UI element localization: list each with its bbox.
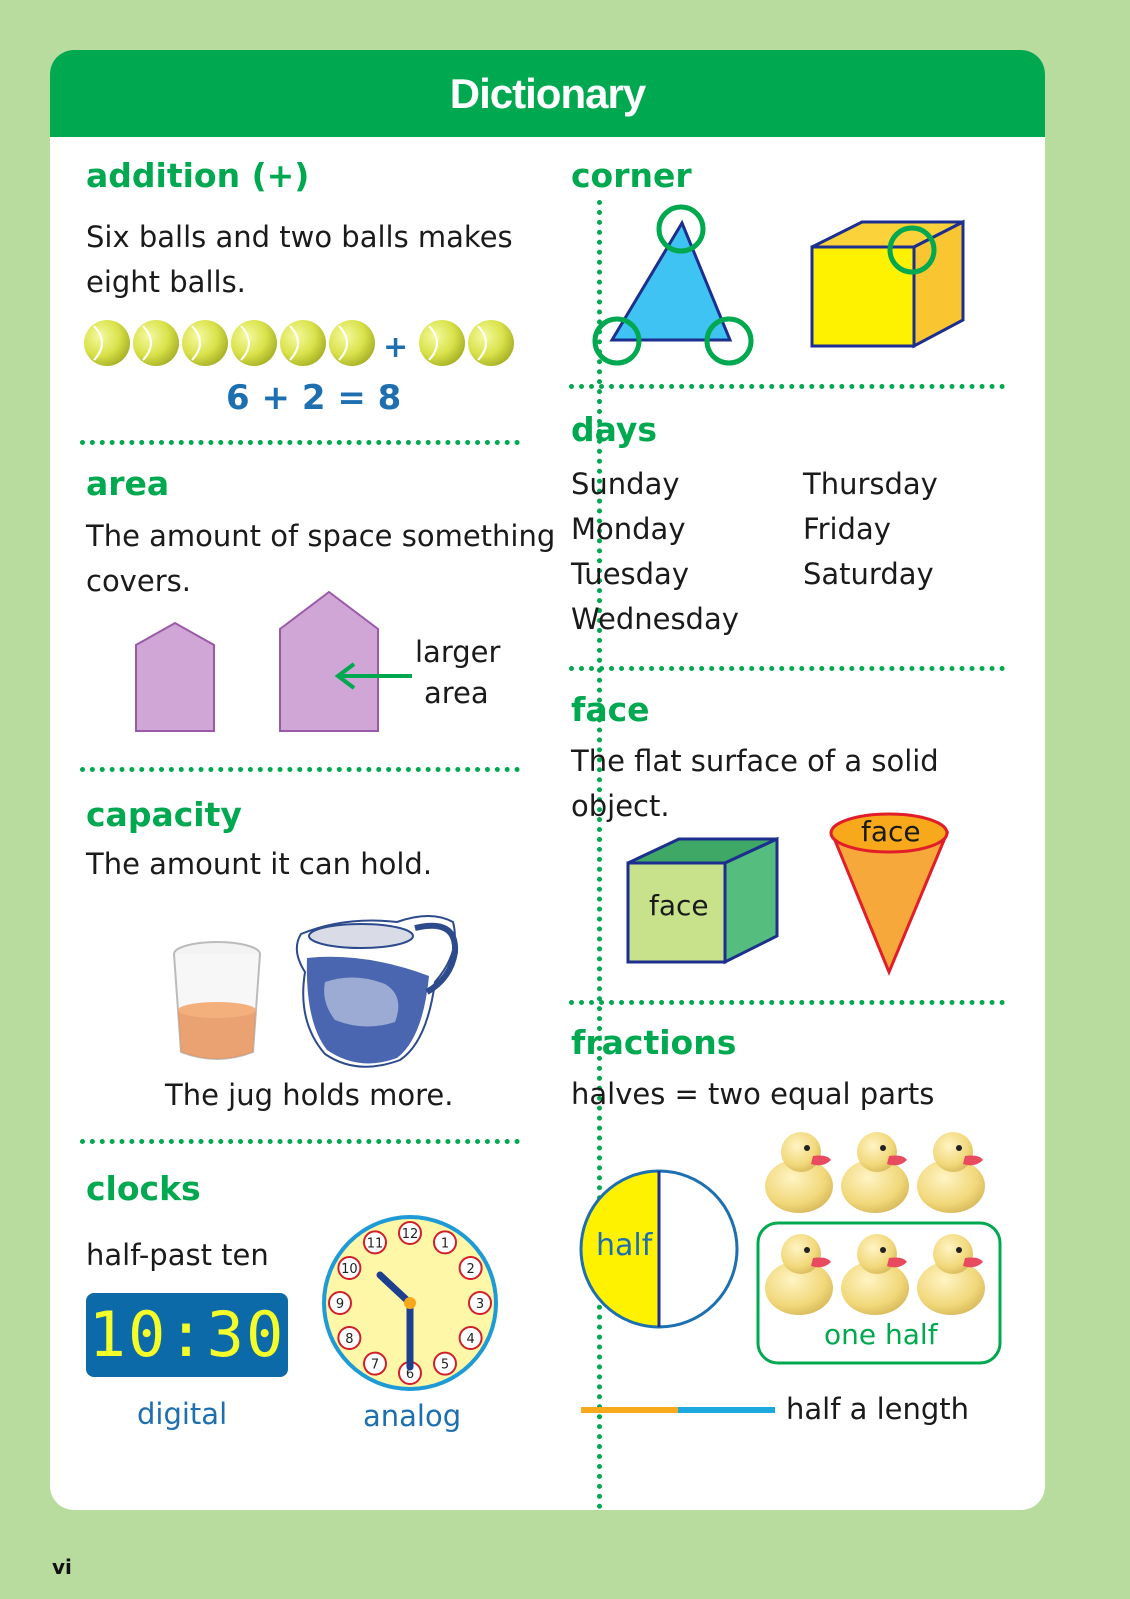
day-wednesday: Wednesday [571, 602, 739, 636]
section-divider [80, 767, 520, 772]
addition-definition-line1: Six balls and two balls makes [86, 220, 513, 254]
tennis-balls-illustration [80, 316, 520, 372]
clock-number-10 [338, 1257, 360, 1279]
half-circle-label: half [596, 1228, 653, 1263]
svg-text:2: 2 [466, 1262, 475, 1277]
section-divider [569, 1000, 1005, 1005]
small-house-shape [136, 623, 214, 731]
term-area: area [86, 464, 170, 503]
ball-group-six [84, 320, 375, 366]
svg-text:3: 3 [475, 1297, 485, 1312]
area-label-line1: larger [415, 635, 501, 669]
svg-text:10: 10 [341, 1262, 358, 1277]
day-tuesday: Tuesday [571, 557, 689, 591]
one-half-label: one half [824, 1318, 938, 1351]
large-house-shape [280, 592, 378, 731]
rubber-duck-icon [841, 1234, 909, 1315]
term-clocks: clocks [86, 1169, 201, 1208]
page-number: vi [52, 1555, 72, 1579]
term-capacity: capacity [86, 795, 242, 834]
clock-number-8 [338, 1327, 360, 1349]
clock-number-5 [434, 1353, 456, 1375]
rubber-duck-icon [765, 1132, 833, 1213]
half-length-label: half a length [786, 1392, 970, 1426]
cone-face-label: face [861, 815, 921, 848]
duck-row-bottom [765, 1234, 985, 1315]
digital-label: digital [137, 1397, 228, 1431]
capacity-illustration [165, 892, 465, 1072]
day-saturday: Saturday [803, 557, 934, 591]
clock-number-7 [364, 1353, 386, 1375]
clocks-time-text: half-past ten [86, 1238, 269, 1272]
svg-text:4: 4 [466, 1332, 475, 1347]
area-label-line2: area [424, 676, 489, 710]
section-divider [569, 666, 1005, 671]
svg-text:1: 1 [440, 1236, 450, 1252]
capacity-caption: The jug holds more. [165, 1078, 454, 1112]
clock-number-12 [399, 1222, 421, 1244]
rubber-duck-icon [841, 1132, 909, 1213]
addition-plus-sign: + [383, 330, 409, 365]
day-sunday: Sunday [571, 467, 680, 501]
tennis-ball-icon [468, 320, 514, 366]
svg-text:11: 11 [366, 1236, 384, 1252]
corner-illustration [572, 200, 992, 375]
clock-number-3 [469, 1292, 491, 1314]
tennis-ball-icon [84, 320, 130, 366]
clock-number-9 [329, 1292, 351, 1314]
tennis-ball-icon [182, 320, 228, 366]
term-addition: addition (+) [86, 156, 310, 195]
svg-text:8: 8 [345, 1332, 354, 1347]
term-fractions: fractions [571, 1023, 737, 1062]
area-definition-line1: The amount of space something [86, 519, 556, 553]
day-friday: Friday [803, 512, 891, 546]
half-length-bar [581, 1404, 775, 1416]
analog-label: analog [363, 1399, 462, 1433]
duck-row-top [765, 1132, 985, 1213]
face-definition-line1: The flat surface of a solid [571, 744, 939, 778]
tennis-ball-icon [329, 320, 375, 366]
addition-equation: 6 + 2 = 8 [226, 378, 402, 418]
clock-number-2 [460, 1257, 482, 1279]
rubber-duck-icon [917, 1132, 985, 1213]
clock-number-1 [434, 1231, 456, 1253]
term-face: face [571, 690, 650, 729]
drinking-glass-icon [174, 942, 260, 1059]
triangle-shape [595, 207, 751, 363]
tennis-ball-icon [419, 320, 465, 366]
tennis-ball-icon [280, 320, 326, 366]
page-title: Dictionary [50, 50, 1045, 137]
fractions-definition: halves = two equal parts [571, 1077, 935, 1111]
dictionary-card [50, 50, 1045, 1510]
section-divider [569, 384, 1005, 389]
face-definition-line2: object. [571, 789, 670, 823]
tennis-ball-icon [231, 320, 277, 366]
rubber-duck-icon [765, 1234, 833, 1315]
ball-group-two [419, 320, 514, 366]
clock-number-11 [364, 1231, 386, 1253]
term-corner: corner [571, 156, 692, 195]
section-divider [80, 1139, 520, 1144]
svg-text:6: 6 [405, 1367, 415, 1382]
day-thursday: Thursday [803, 467, 938, 501]
svg-text:12: 12 [401, 1227, 419, 1242]
term-days: days [571, 410, 658, 449]
addition-definition-line2: eight balls. [86, 265, 246, 299]
analog-clock [319, 1212, 501, 1394]
svg-text:9: 9 [335, 1297, 345, 1312]
area-shapes-illustration [130, 590, 430, 740]
section-divider [80, 440, 520, 445]
clock-center [404, 1297, 416, 1309]
clock-number-4 [460, 1327, 482, 1349]
capacity-definition: The amount it can hold. [86, 847, 433, 881]
digital-clock [86, 1293, 288, 1377]
cube-shape [812, 222, 963, 346]
tennis-ball-icon [133, 320, 179, 366]
rubber-duck-icon [917, 1234, 985, 1315]
jug-icon [297, 916, 455, 1067]
area-definition-line2: covers. [86, 564, 191, 598]
digital-clock-display: 10:30 [88, 1298, 286, 1371]
day-monday: Monday [571, 512, 686, 546]
cube-face-label: face [649, 889, 709, 922]
svg-text:7: 7 [370, 1357, 380, 1373]
svg-text:5: 5 [440, 1357, 450, 1373]
